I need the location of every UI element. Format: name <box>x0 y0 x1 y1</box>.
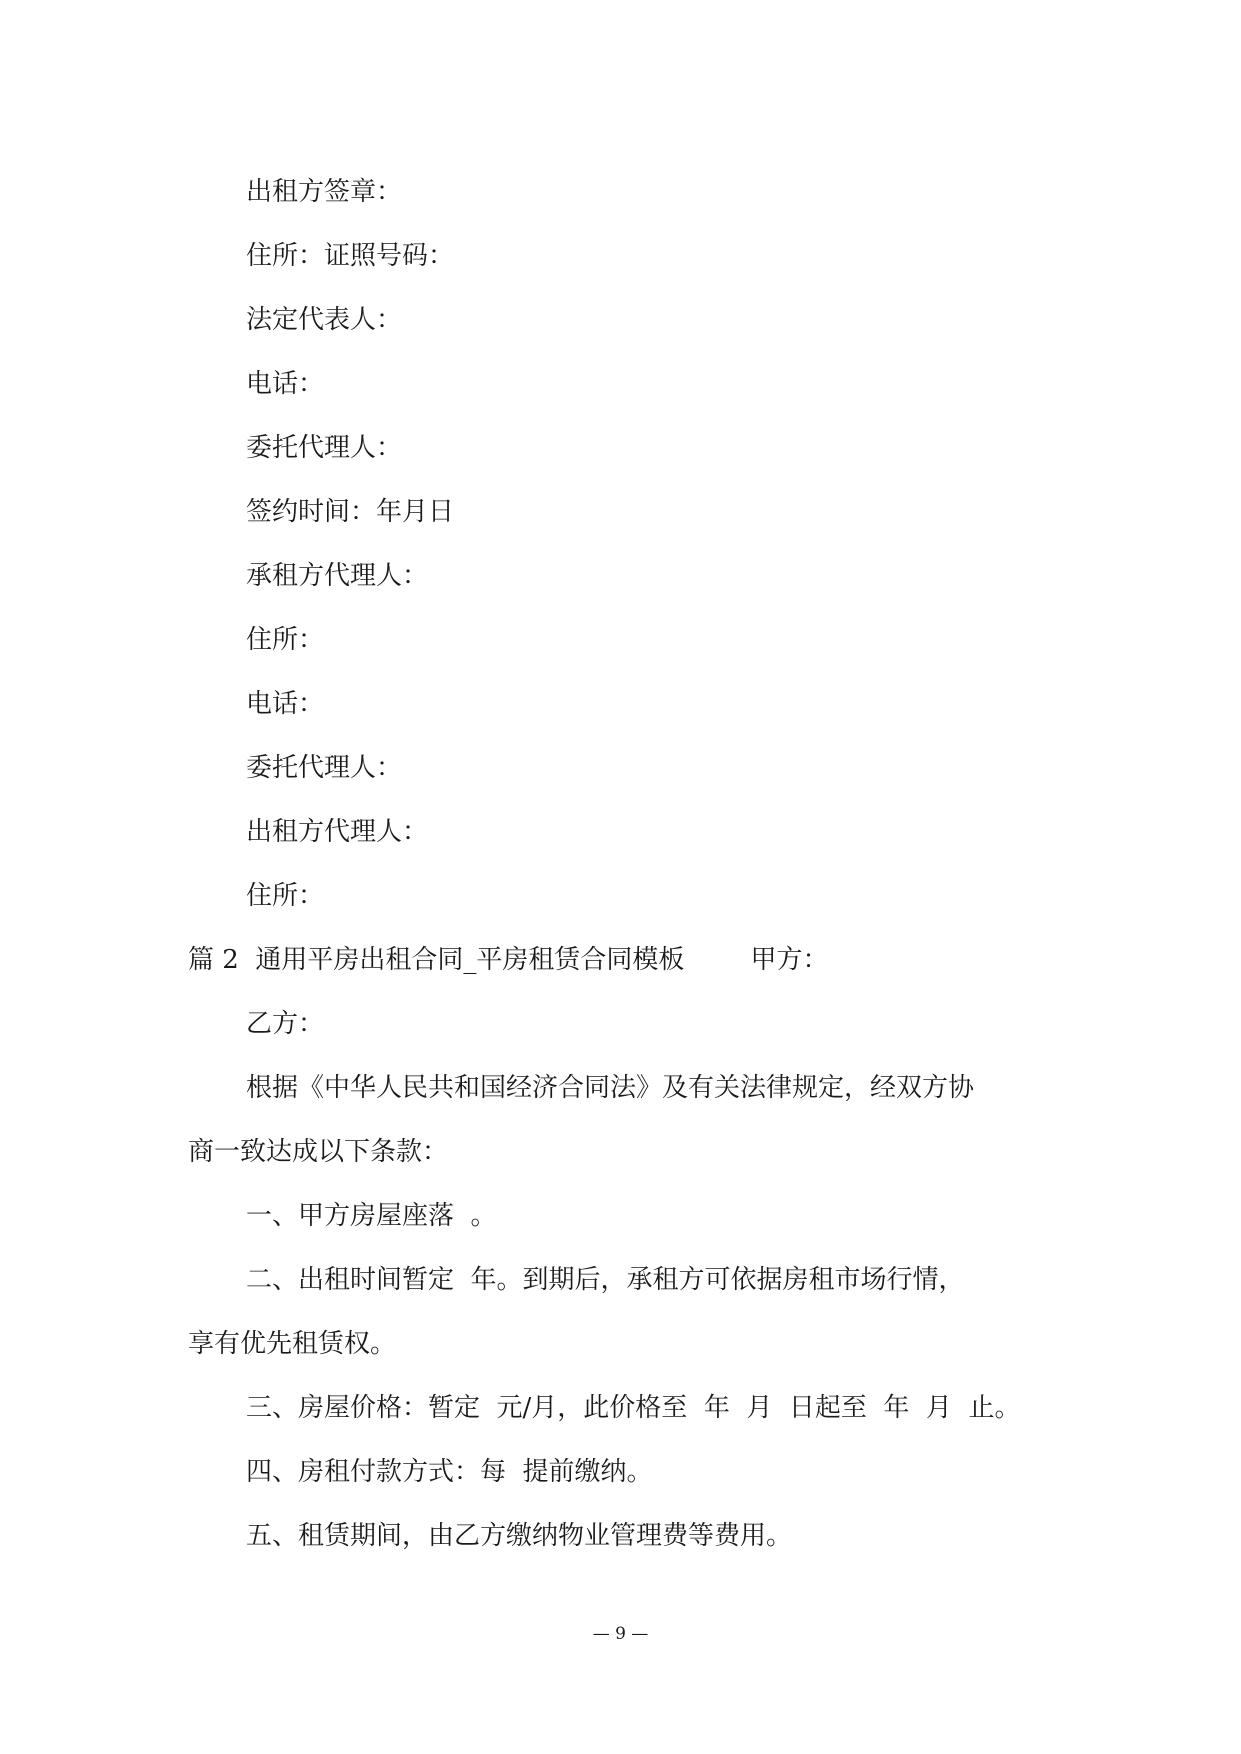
document-body <box>0 178 1241 1586</box>
party-b-line: 乙方： <box>246 1009 325 1039</box>
signing-date-line: 签约时间：年月日 <box>246 497 455 527</box>
lessor-address-line: 住所：证照号码： <box>246 241 455 271</box>
section-heading: 篇 2 通用平房出租合同_平房租赁合同模板 甲方： <box>188 945 829 975</box>
clause-5: 五、租赁期间，由乙方缴纳物业管理费等费用。 <box>246 1521 793 1551</box>
lessee-address-line: 住所： <box>246 625 325 655</box>
phone-line: 电话： <box>246 369 325 399</box>
lessee-phone-line: 电话： <box>246 689 325 719</box>
entrusted-agent-line: 委托代理人： <box>246 433 403 463</box>
preamble-paragraph-line-1: 根据《中华人民共和国经济合同法》及有关法律规定，经双方协 <box>246 1073 975 1103</box>
preamble-paragraph-line-2: 商一致达成以下条款： <box>188 1137 449 1167</box>
clause-2-line-2: 享有优先租赁权。 <box>188 1329 397 1359</box>
legal-representative-line: 法定代表人： <box>246 305 403 335</box>
clause-4: 四、房租付款方式：每 提前缴纳。 <box>246 1457 653 1487</box>
clause-3: 三、房屋价格：暂定 元/月，此价格至 年 月 日起至 年 月 止。 <box>246 1393 1021 1423</box>
clause-2-line-1: 二、出租时间暂定 年。到期后，承租方可依据房租市场行情， <box>246 1265 965 1295</box>
lessor-agent-address-line: 住所： <box>246 881 325 911</box>
lessee-agent-line: 承租方代理人： <box>246 561 429 591</box>
lessee-entrusted-agent-line: 委托代理人： <box>246 753 403 783</box>
lessor-agent-line: 出租方代理人： <box>246 817 429 847</box>
lessor-signature-line: 出租方签章： <box>246 177 403 207</box>
clause-1: 一、甲方房屋座落 。 <box>246 1201 497 1231</box>
page-number: — 9 — <box>592 1624 649 1644</box>
